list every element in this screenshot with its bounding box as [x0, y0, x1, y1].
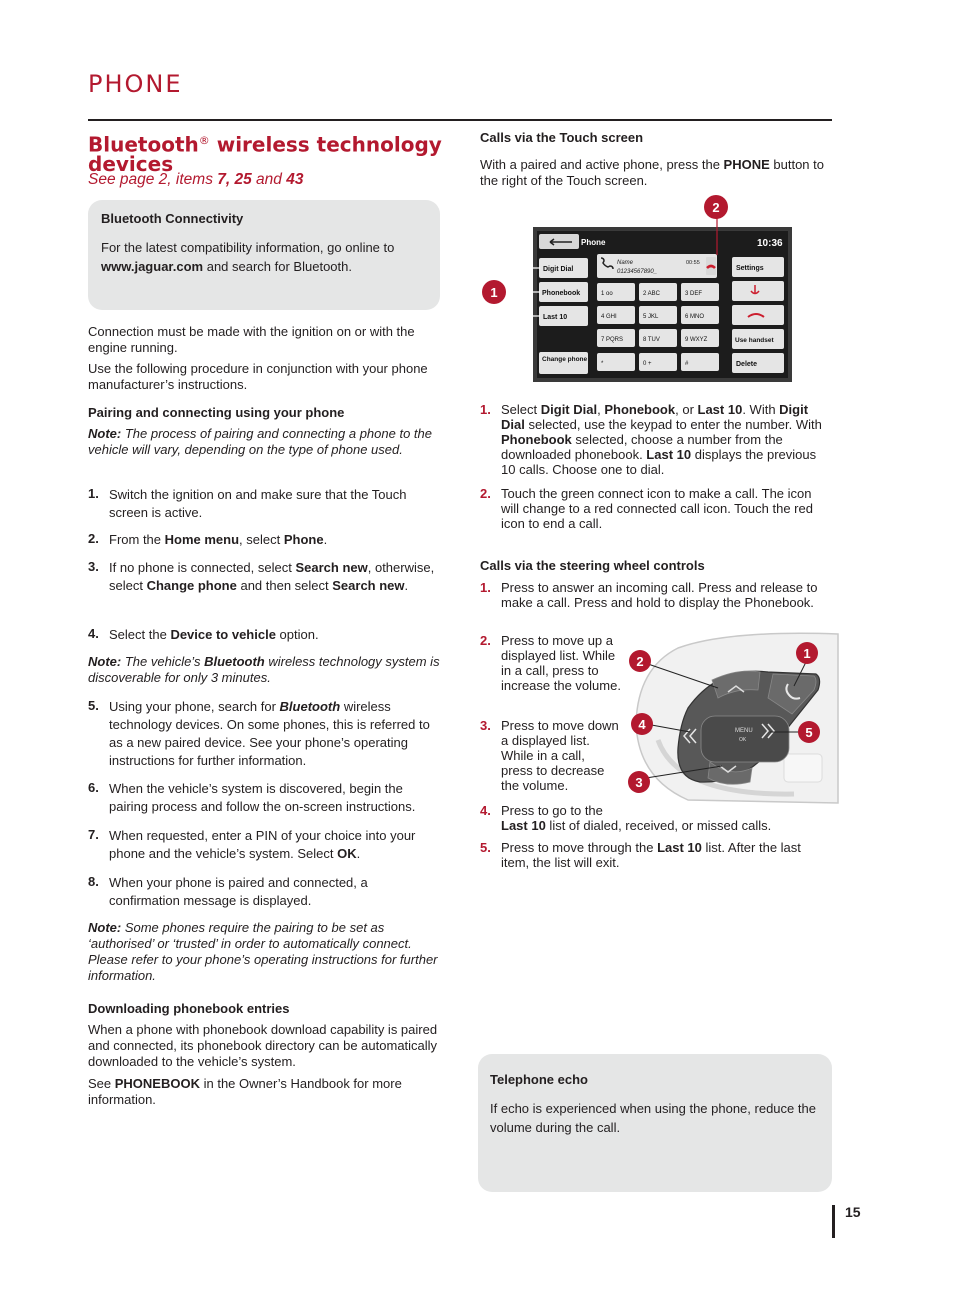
caller-name: Name	[617, 260, 634, 266]
note-pairing: Note: The process of pairing and connecting a phone to the vehicle will vary, depending on the type of phone used.	[88, 426, 432, 457]
pairing-heading: Pairing and connecting using your phone	[88, 405, 345, 420]
pairing-steps: 1. Switch the ignition on and make sure that the Touch screen is active. 2. From the Home menu, select Phone. 3. If no phone is connected, select Search new, otherwise, select Change phone and then select Search new. 4. Select the Device to vehicle option.	[88, 486, 435, 642]
change-phone-label: Change phone	[542, 356, 588, 363]
paragraph-connection: Connection must be made with the ignition on or with the engine running.	[88, 324, 415, 355]
delete-label: Delete	[736, 361, 758, 368]
see-page-reference: See page 2, items 7, 25 and 43	[88, 171, 304, 188]
screen-clock: 10:36	[757, 238, 783, 249]
wheel-callout-5: 5	[805, 725, 813, 740]
echo-box	[478, 1054, 832, 1192]
touch-screen-heading: Calls via the Touch screen	[480, 130, 644, 145]
echo-box-text: If echo is experienced when using the phone, reduce the volume during the call.	[490, 1101, 816, 1135]
touch-screen-illustration	[480, 195, 795, 385]
page-heading: Bluetooth® wireless technology devices	[88, 132, 442, 176]
download-heading: Downloading phonebook entries	[88, 1001, 290, 1016]
key-7-label: 7 PQRS	[601, 337, 624, 343]
pairing-steps-cont: 5. Using your phone, search for Bluetooth wireless technology devices. On some phones, this is referred to as a new paired device. See your phone’s operating instructions for further information. 6. When the vehicle’s system is discovered, begin the pairing process and follow the on-screen instructions. 7. When requested, enter a PIN of your choice into your phone and the vehicle’s system. Select OK. 8. When your phone is paired and connected, a confirmation message is displayed.	[88, 698, 430, 908]
connectivity-box	[88, 200, 440, 310]
key-6-label: 6 MNO	[685, 314, 705, 320]
touch-screen-text: With a paired and active phone, press the PHONE button to the right of the Touch screen.	[480, 157, 824, 188]
last-10-label: Last 10	[543, 314, 568, 321]
settings-label: Settings	[736, 265, 764, 272]
wheel-callout-2: 2	[636, 654, 644, 669]
connectivity-box-title: Bluetooth Connectivity	[101, 211, 244, 226]
digit-dial-label: Digit Dial	[543, 266, 574, 273]
key-4-label: 4 GHI	[601, 314, 617, 320]
echo-box-title: Telephone echo	[490, 1072, 588, 1087]
call-time: 00:55	[686, 260, 700, 266]
steering-heading: Calls via the steering wheel controls	[480, 558, 705, 573]
key-star-label: *	[601, 361, 604, 367]
header-rule	[88, 119, 832, 121]
section-title: PHONE	[88, 70, 183, 98]
side-button	[784, 754, 822, 782]
wheel-callout-3: 3	[635, 775, 643, 790]
download-text: When a phone with phonebook download capability is paired and connected, its phonebook directory can be automatically downloaded to the vehicle’s system.	[88, 1022, 438, 1069]
mute-button	[732, 281, 784, 301]
connectivity-box-text: For the latest compatibility information, go online to www.jaguar.com and search for Bluetooth.	[101, 240, 395, 274]
ok-label: OK	[739, 737, 747, 743]
see-phonebook: See PHONEBOOK in the Owner’s Handbook for more information.	[88, 1076, 402, 1107]
note-discoverable: Note: The vehicle’s Bluetooth wireless technology system is discoverable for only 3 minutes.	[88, 654, 440, 685]
note-authorised: Note: Some phones require the pairing to be set as ‘authorised’ or ‘trusted’ in order to automatically connect. Please refer to your phone’s operating instructions for further information.	[88, 920, 438, 983]
paragraph-procedure: Use the following procedure in conjunction with your phone manufacturer’s instructions.	[88, 361, 428, 392]
page-number: 15	[845, 1204, 861, 1220]
key-1-label: 1 oo	[601, 291, 613, 297]
steering-wheel-illustration	[618, 628, 842, 806]
wheel-callout-4: 4	[638, 717, 646, 732]
key-2-label: 2 ABC	[643, 291, 661, 297]
caller-number: 01234567890_	[617, 269, 658, 275]
phonebook-label: Phonebook	[542, 290, 581, 297]
jaguar-link[interactable]: www.jaguar.com	[101, 259, 204, 274]
key-9-label: 9 WXYZ	[685, 337, 708, 343]
menu-label: MENU	[735, 728, 753, 734]
page-number-bar	[832, 1205, 835, 1238]
callout-1-label: 1	[490, 285, 498, 300]
wheel-callout-1: 1	[803, 646, 811, 661]
key-3-label: 3 DEF	[685, 291, 703, 297]
use-handset-label: Use handset	[735, 337, 774, 344]
screen-title: Phone	[581, 238, 606, 247]
key-0-label: 0 +	[643, 361, 652, 367]
key-hash-label: #	[685, 361, 689, 367]
key-8-label: 8 TUV	[643, 337, 660, 343]
key-5-label: 5 JKL	[643, 314, 659, 320]
callout-2-label: 2	[712, 200, 720, 215]
touch-steps: 1. Select Digit Dial, Phonebook, or Last 10. With Digit Dial selected, use the keypad to enter the number. With Phonebook selected, choose a number from the downloaded phonebook. Last 10 displays the previous 10 calls. Choose one to dial. 2. Touch the green connect icon to make a call. The icon will change to a red connected call icon. Touch the red icon to end a call.	[480, 402, 822, 531]
steering-steps: 1. Press to answer an incoming call. Press and release to make a call. Press and hold to display the Phonebook. 2. Press to move up a displayed list. While in a call, press to increase the volume. 3. Press to move down a displayed list. While in a call, press to decrease the volume. 4. Press to go to the Last 10 list of dialed, received, or missed calls. 5. Press to move through the Last 10 list. After the last item, the list will exit.	[480, 580, 818, 870]
